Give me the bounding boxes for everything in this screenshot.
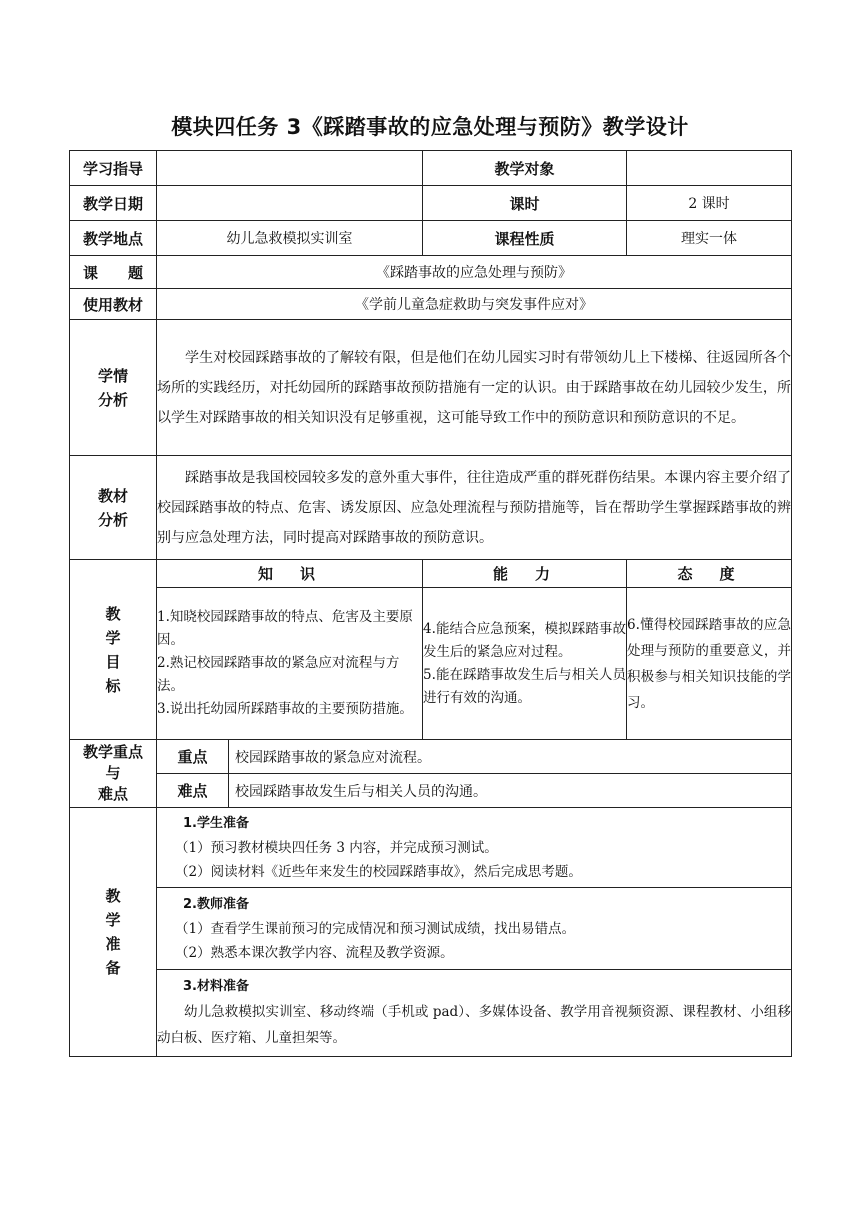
hours-value: 2 课时 xyxy=(627,186,792,221)
materials-preparation xyxy=(157,970,792,1057)
material-label-line1: 教材 xyxy=(97,486,128,505)
learner-paragraph: 学生对校园踩踏事故的了解较有限，但是他们在幼儿园实习时有带领幼儿上下楼梯、往返园所各个场所的实践经历，对托幼园所的踩踏事故预防措施有一定的认识。由于踩踏事故在幼儿园较少发生，所以学生对踩踏事故的相关知识没有足够重视，这可能导致工作中的预防意识和预防意识的不足。 xyxy=(157,349,791,426)
row-guide xyxy=(70,151,792,186)
target-label: 教学对象 xyxy=(423,151,627,186)
place-value: 幼儿急救模拟实训室 xyxy=(157,221,423,256)
student-preparation xyxy=(157,808,792,888)
teacher-prep-item: （2）熟悉本课次教学内容、流程及教学资源。 xyxy=(175,944,454,961)
materials-prep-title: 3.材料准备 xyxy=(183,979,249,994)
guide-value xyxy=(157,151,423,186)
learner-analysis-label xyxy=(70,320,157,456)
row-topic xyxy=(70,256,792,289)
objectives-label-char: 学 xyxy=(105,628,121,647)
page-title: 模块四任务 3《踩踏事故的应急处理与预防》教学设计 xyxy=(171,115,689,139)
row-place xyxy=(70,221,792,256)
key-points-label-line: 与 xyxy=(105,764,121,782)
preparation-label-char: 备 xyxy=(105,959,121,977)
attitude-item: 6.懂得校园踩踏事故的应急处理与预防的重要意义，并积极参与相关知识技能的学习。 xyxy=(627,616,791,711)
row-difficult-point xyxy=(70,774,792,808)
knowledge-item: 2.熟记校园踩踏事故的紧急应对流程与方法。 xyxy=(157,655,400,694)
attitude-objectives xyxy=(627,588,792,740)
learner-label-line1: 学情 xyxy=(97,366,128,385)
ability-item: 5.能在踩踏事故发生后与相关人员进行有效的沟通。 xyxy=(423,666,626,706)
knowledge-item: 1.知晓校园踩踏事故的特点、危害及主要原因。 xyxy=(157,609,413,648)
lesson-plan-table xyxy=(69,150,792,1057)
row-student-prep xyxy=(70,808,792,888)
student-prep-item: （2）阅读材料《近些年来发生的校园踩踏事故》，然后完成思考题。 xyxy=(175,863,582,880)
objectives-label xyxy=(70,560,157,740)
teacher-prep-title: 2.教师准备 xyxy=(183,896,249,912)
topic-value: 《踩踏事故的应急处理与预防》 xyxy=(157,256,792,289)
row-textbook xyxy=(70,289,792,320)
objectives-label-char: 标 xyxy=(105,676,121,695)
key-point-label: 重点 xyxy=(157,740,229,774)
material-label-line2: 分析 xyxy=(97,510,128,529)
student-prep-title: 1.学生准备 xyxy=(183,815,249,831)
student-prep-item: （1）预习教材模块四任务 3 内容，并完成预习测试。 xyxy=(175,839,498,856)
key-point-text: 校园踩踏事故的紧急应对流程。 xyxy=(229,740,792,774)
ability-header: 能 力 xyxy=(423,560,627,588)
hours-label: 课时 xyxy=(423,186,627,221)
nature-label: 课程性质 xyxy=(423,221,627,256)
date-value xyxy=(157,186,423,221)
row-key-point xyxy=(70,740,792,774)
ability-objectives xyxy=(423,588,627,740)
difficult-point-label: 难点 xyxy=(157,774,229,808)
row-materials-prep xyxy=(70,970,792,1057)
target-value xyxy=(627,151,792,186)
knowledge-item: 3.说出托幼园所踩踏事故的主要预防措施。 xyxy=(157,701,413,717)
place-label: 教学地点 xyxy=(70,221,157,256)
ability-item: 4.能结合应急预案，模拟踩踏事故发生后的紧急应对过程。 xyxy=(423,620,626,660)
materials-prep-text: 幼儿急救模拟实训室、移动终端（手机或 pad）、多媒体设备、教学用音视频资源、课程教材、小组移动白板、医疗箱、儿童担架等。 xyxy=(157,1004,791,1046)
material-analysis-text xyxy=(157,456,792,560)
nature-value: 理实一体 xyxy=(627,221,792,256)
knowledge-objectives xyxy=(157,588,423,740)
objectives-label-char: 教 xyxy=(105,604,121,623)
attitude-header: 态 度 xyxy=(627,560,792,588)
row-learner-analysis xyxy=(70,320,792,456)
row-objectives-header xyxy=(70,560,792,588)
preparation-label xyxy=(70,808,157,1057)
row-objectives-content xyxy=(70,588,792,740)
difficult-point-text: 校园踩踏事故发生后与相关人员的沟通。 xyxy=(229,774,792,808)
learner-label-line2: 分析 xyxy=(97,390,128,409)
row-teacher-prep xyxy=(70,888,792,970)
knowledge-header: 知 识 xyxy=(157,560,423,588)
key-points-label-line: 难点 xyxy=(97,785,128,803)
material-analysis-label xyxy=(70,456,157,560)
topic-label: 课 题 xyxy=(70,256,157,289)
guide-label: 学习指导 xyxy=(70,151,157,186)
objectives-label-char: 目 xyxy=(105,652,121,671)
textbook-label: 使用教材 xyxy=(70,289,157,320)
row-material-analysis xyxy=(70,456,792,560)
key-points-label-line: 教学重点 xyxy=(82,743,143,761)
teacher-prep-item: （1）查看学生课前预习的完成情况和预习测试成绩，找出易错点。 xyxy=(175,920,576,937)
key-points-label xyxy=(70,740,157,808)
textbook-value: 《学前儿童急症救助与突发事件应对》 xyxy=(157,289,792,320)
learner-analysis-text xyxy=(157,320,792,456)
preparation-label-char: 准 xyxy=(105,935,121,953)
preparation-label-char: 教 xyxy=(105,887,121,905)
preparation-label-char: 学 xyxy=(105,911,121,929)
teacher-preparation xyxy=(157,888,792,970)
row-date xyxy=(70,186,792,221)
material-paragraph: 踩踏事故是我国校园较多发的意外重大事件，往往造成严重的群死群伤结果。本课内容主要介绍了校园踩踏事故的特点、危害、诱发原因、应急处理流程与预防措施等，旨在帮助学生掌握踩踏事故的辨别与应急处理方法，同时提高对踩踏事故的预防意识。 xyxy=(157,469,791,546)
date-label: 教学日期 xyxy=(70,186,157,221)
